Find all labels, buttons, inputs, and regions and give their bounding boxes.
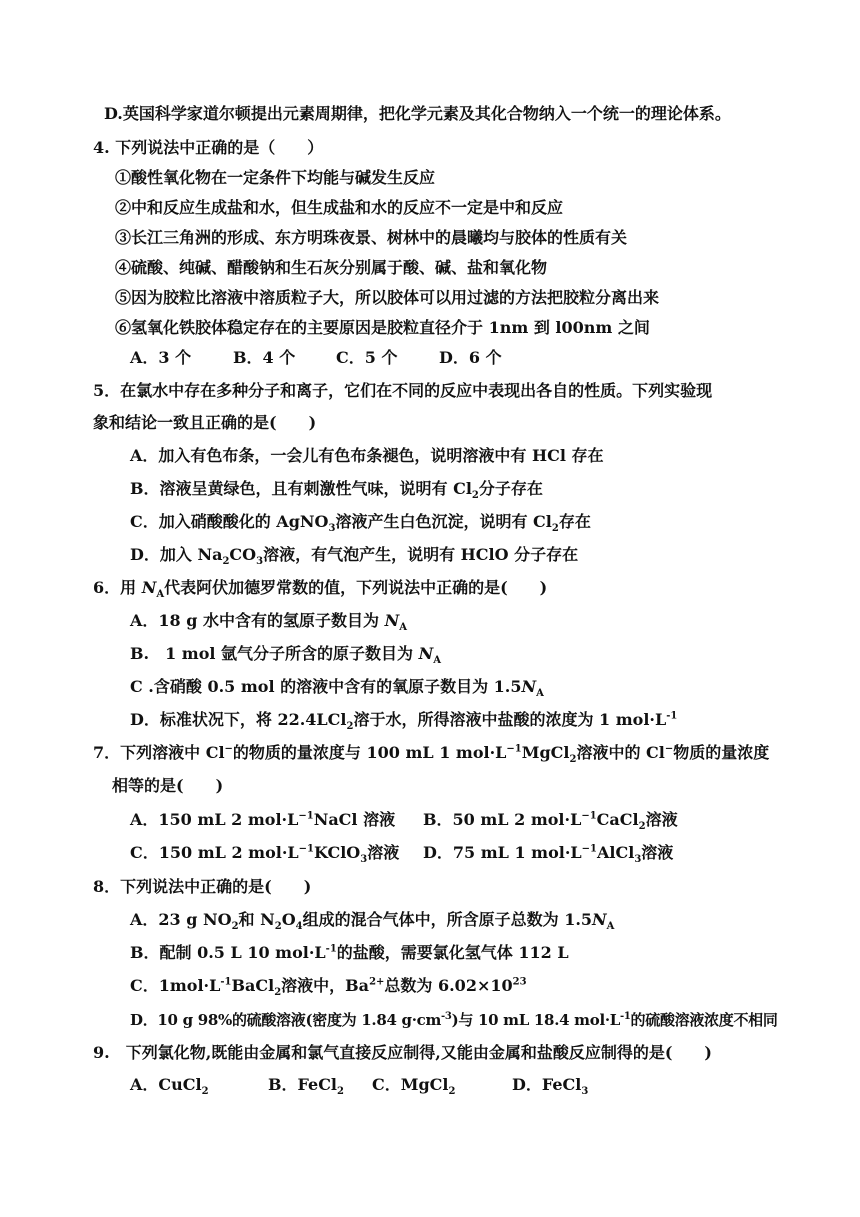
option-5c: C．加入硝酸酸化的 AgNO$_3$溶液产生白色沉淀，说明有 $Cl_2$存在: [130, 512, 591, 535]
option-5a: A．加入有色布条，一会儿有色布条褪色，说明溶液中有 HCl 存在: [130, 446, 604, 465]
option-4b: B．4 个: [233, 348, 296, 367]
option-9a: A．CuCl$_2$: [130, 1075, 209, 1098]
options-4: [130, 347, 502, 369]
statement-4-5: ⑤因为胶粒比溶液中溶质粒子大，所以胶体可以用过滤的方法把胶粒分离出来: [115, 288, 660, 307]
option-3d: D.英国科学家道尔顿提出元素周期律，把化学元素及其化合物纳入一个统一的理论体系。: [104, 104, 731, 123]
question-7-line-1: 7．下列溶液中 Cl−的物质的量浓度与 100 mL 1 $mol\cdot L^{-1}MgCl_2$溶液中的 Cl−物质的量浓度: [93, 743, 770, 766]
option-8d: D．10 g 98%的硫酸溶液(密度为 1.84 $g\cdot cm^{-3}$)与 10 mL 18.4 $mol\cdot L^{-1}$的硫酸溶液浓度不相同: [130, 1011, 778, 1029]
option-5b: B．溶液呈黄绿色，且有刺激性气味，说明有 $Cl_2$分子存在: [130, 479, 543, 502]
question-4: 4. 下列说法中正确的是（ ）: [93, 138, 324, 157]
option-6c: C .含硝酸 0.5 mol 的溶液中含有的氧原子数目为 $1.5N_A$: [130, 677, 544, 700]
option-7d: D．75 mL 1 $mol\cdot L^{-1}AlCl_3$溶液: [423, 843, 674, 866]
statement-4-3: ③长江三角洲的形成、东方明珠夜景、树林中的晨曦均与胶体的性质有关: [115, 228, 628, 247]
option-5d: D．加入 $Na_2CO_3$溶液，有气泡产生，说明有 HClO 分子存在: [130, 545, 579, 568]
option-9b: B．FeCl$_2$: [268, 1075, 344, 1098]
option-4c: C．5 个: [336, 348, 398, 367]
option-9c: C．MgCl$_2$: [372, 1075, 456, 1098]
option-7c: C．150 mL 2 $mol\cdot L^{-1}KClO_3$溶液: [130, 843, 400, 866]
option-8c: C．$1mol\cdot L^{-1}BaCl_2$溶液中，$Ba^{2+}$总数为 $6.02\times 10^{23}$: [130, 976, 527, 999]
statement-4-2: ②中和反应生成盐和水，但生成盐和水的反应不一定是中和反应: [115, 198, 564, 217]
option-7b: B．50 mL 2 $mol\cdot L^{-1}CaCl_2$溶液: [423, 810, 678, 833]
question-5-line-1: 5．在氯水中存在多种分子和离子，它们在不同的反应中表现出各自的性质。下列实验现: [93, 381, 713, 400]
question-8: 8．下列说法中正确的是( ): [93, 877, 312, 896]
question-9: 9. 下列氯化物,既能由金属和氯气直接反应制得,又能由金属和盐酸反应制得的是( ): [93, 1043, 712, 1062]
statement-4-6: ⑥氢氧化铁胶体稳定存在的主要原因是胶粒直径介于 1nm 到 l00nm 之间: [115, 318, 650, 337]
option-7a: A．150 mL 2 $mol\cdot L^{-1}NaCl$ 溶液: [130, 810, 396, 829]
option-8a: A．23 g $NO_2$和 $N_2O_4$组成的混合气体中，所含原子总数为 $1.5N_A$: [130, 910, 615, 933]
options-7-row-2: [130, 842, 673, 864]
option-6b: B. 1 mol 氩气分子所含的原子数目为 $N_A$: [130, 644, 442, 667]
statement-4-4: ④硫酸、纯碱、醋酸钠和生石灰分别属于酸、碱、盐和氧化物: [115, 258, 548, 277]
option-4a: A．3 个: [130, 348, 192, 367]
question-5-line-2: 象和结论一致且正确的是( ): [93, 413, 317, 432]
options-7-row-1: [130, 809, 678, 831]
question-6: 6．用 $N_A$代表阿伏加德罗常数的值，下列说法中正确的是( ): [93, 578, 548, 601]
question-7-line-2: 相等的是( ): [112, 776, 224, 795]
options-9: [130, 1074, 588, 1096]
statement-4-1: ①酸性氧化物在一定条件下均能与碱发生反应: [115, 168, 436, 187]
option-9d: D．FeCl$_3$: [512, 1075, 589, 1098]
option-4d: D．6 个: [439, 348, 502, 367]
option-8b: B．配制 0.5 L 10 $mol\cdot L^{-1}$的盐酸，需要氯化氢气体 112 L: [130, 943, 569, 962]
option-6d: D．标准状况下，将 22.4LCl$_2$溶于水，所得溶液中盐酸的浓度为 1 $mol\cdot L^{-1}$: [130, 710, 678, 733]
option-6a: A．18 g 水中含有的氢原子数目为 $N_A$: [130, 611, 407, 634]
